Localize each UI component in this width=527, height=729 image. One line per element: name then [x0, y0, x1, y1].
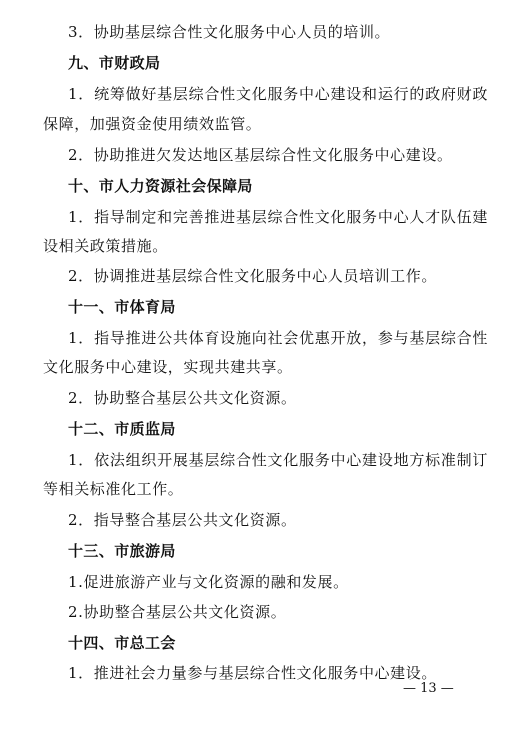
paragraph-line: 保障，加强资金使用绩效监管。: [43, 115, 262, 133]
section-heading: 十一、市体育局: [68, 298, 176, 316]
list-item: 3．协助基层综合性文化服务中心人员的培训。: [68, 23, 391, 41]
paragraph-line: 等相关标准化工作。: [43, 480, 184, 498]
page-number: — 13 —: [403, 681, 454, 696]
section-heading: 九、市财政局: [68, 54, 161, 72]
list-item: 2．协助整合基层公共文化资源。: [68, 389, 297, 407]
list-item: 2．协调推进基层综合性文化服务中心人员培训工作。: [68, 267, 437, 285]
paragraph-line: 设相关政策措施。: [43, 237, 168, 255]
section-heading: 十四、市总工会: [68, 634, 176, 652]
paragraph-line: 1．依法组织开展基层综合性文化服务中心建设地方标准制订: [68, 451, 488, 469]
paragraph-line: 1．指导制定和完善推进基层综合性文化服务中心人才队伍建: [68, 208, 488, 226]
paragraph-line: 1．统筹做好基层综合性文化服务中心建设和运行的政府财政: [68, 85, 488, 103]
paragraph-line: 1．指导推进公共体育设施向社会优惠开放，参与基层综合性: [68, 329, 488, 347]
list-item: 2．协助推进欠发达地区基层综合性文化服务中心建设。: [68, 146, 453, 164]
list-item: 2．指导整合基层公共文化资源。: [68, 511, 297, 529]
section-heading: 十二、市质监局: [68, 420, 176, 438]
list-item: 2.协助整合基层公共文化资源。: [68, 603, 287, 621]
section-heading: 十三、市旅游局: [68, 542, 176, 560]
paragraph-line: 文化服务中心建设，实现共建共享。: [43, 358, 293, 376]
section-heading: 十、市人力资源社会保障局: [68, 177, 253, 195]
list-item: 1.促进旅游产业与文化资源的融和发展。: [68, 573, 349, 591]
list-item: 1．推进社会力量参与基层综合性文化服务中心建设。: [68, 664, 437, 682]
